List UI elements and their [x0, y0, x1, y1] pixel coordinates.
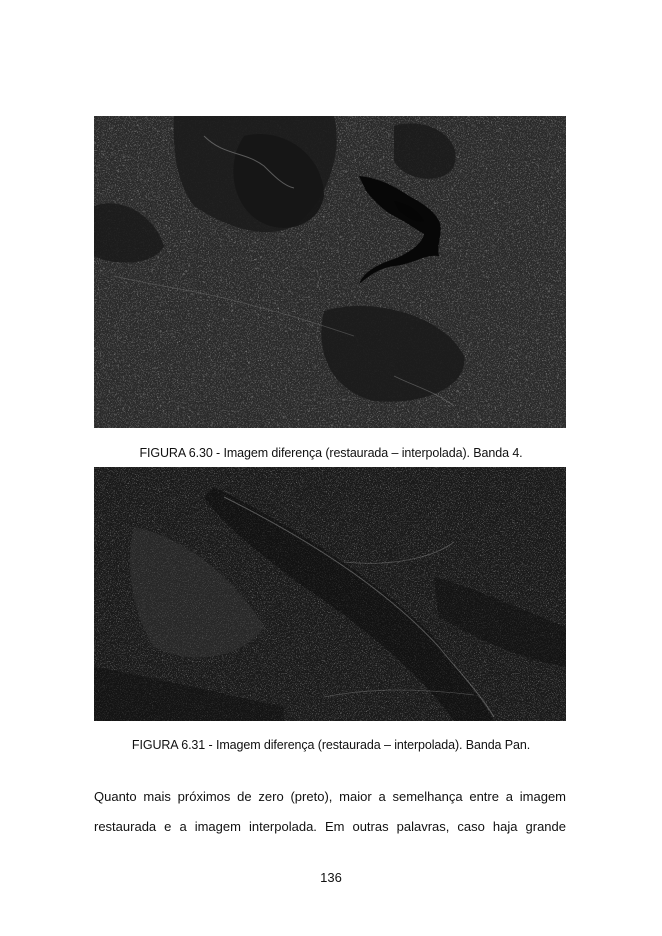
body-line-2: restaurada e a imagem interpolada. Em outras palavras, caso haja grande	[94, 819, 566, 834]
figure-banda-pan-image	[94, 467, 566, 721]
figure-6-30-caption: FIGURA 6.30 - Imagem diferença (restaurada – interpolada). Banda 4.	[139, 446, 523, 460]
figure-banda-4-image	[94, 116, 566, 428]
page-number: 136	[320, 870, 342, 885]
banda-pan-difference-image	[94, 467, 566, 721]
body-line-1: Quanto mais próximos de zero (preto), maior a semelhança entre a imagem	[94, 789, 566, 804]
figure-6-31-caption: FIGURA 6.31 - Imagem diferença (restaurada – interpolada). Banda Pan.	[131, 738, 531, 752]
banda-4-difference-image	[94, 116, 566, 428]
body-paragraph	[94, 782, 566, 842]
